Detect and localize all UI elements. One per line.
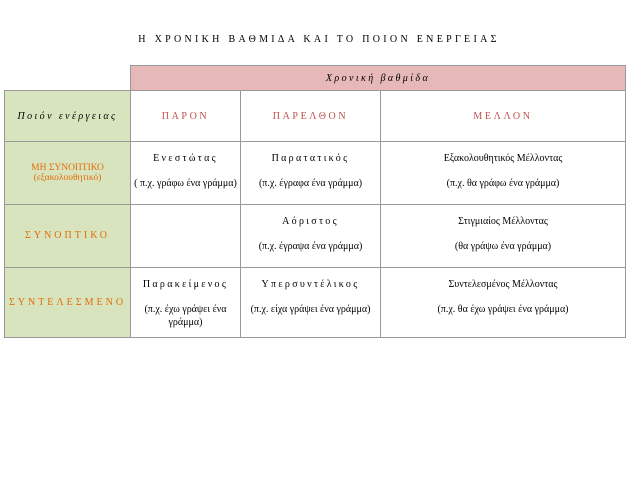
empty-corner [5, 66, 131, 91]
row-label-text: ΜΗ ΣΥΝΟΠΤΙΚΟ [31, 163, 104, 173]
tense-name: Στιγμιαίος Μέλλοντας [458, 216, 548, 227]
cell-future-perfect [381, 268, 626, 338]
cell-past-perfect [241, 268, 381, 338]
tense-aspect-table [4, 65, 626, 338]
aspect-header: Ποιόν ενέργειας [5, 91, 131, 142]
tense-name: Παρακείμενος [142, 279, 229, 290]
tense-name: Ενεστώτας [153, 153, 218, 164]
tense-example: (θα γράψω ένα γράμμα) [454, 241, 552, 252]
row-label-imperfective [5, 142, 131, 205]
cell-past-imperfective [241, 142, 381, 205]
tense-name: Εξακολουθητικός Μέλλοντας [443, 153, 563, 164]
cell-present-imperfective [131, 142, 241, 205]
cell-future-imperfective [381, 142, 626, 205]
tense-example: (π.χ. έγραψα ένα γράμμα) [258, 241, 363, 252]
tense-example: ( π.χ. γράφω ένα γράμμα) [134, 178, 237, 189]
cell-present-perfective [131, 205, 241, 268]
column-header-future: ΜΕΛΛΟΝ [381, 91, 626, 142]
table-row [5, 142, 626, 205]
tense-example: (π.χ. έγραφα ένα γράμμα) [258, 178, 363, 189]
tense-example: (π.χ. θα γράφω ένα γράμμα) [446, 178, 560, 189]
table-row [5, 268, 626, 338]
row-sublabel-text: (εξακολουθητικό) [33, 173, 102, 183]
tense-name: Αόριστος [282, 216, 339, 227]
cell-past-perfective [241, 205, 381, 268]
tense-name: Υπερσυντέλικος [261, 279, 360, 290]
row-label-perfective: ΣΥΝΟΠΤΙΚΟ [5, 205, 131, 268]
time-level-header: Χρονική βαθμίδα [131, 66, 626, 91]
tense-example: (π.χ. θα έχω γράψει ένα γράμμα) [437, 304, 569, 315]
column-header-past: ΠΑΡΕΛΘΟΝ [241, 91, 381, 142]
table-row [5, 205, 626, 268]
tense-name: Συντελεσμένος Μέλλοντας [448, 279, 558, 290]
group-header-row [5, 66, 626, 91]
cell-present-perfect [131, 268, 241, 338]
tense-example: (π.χ. είχα γράψει ένα γράμμα) [250, 304, 371, 315]
row-label-perfect: ΣΥΝΤΕΛΕΣΜΕΝΟ [5, 268, 131, 338]
cell-future-perfective [381, 205, 626, 268]
column-header-row [5, 91, 626, 142]
tense-name: Παρατατικός [271, 153, 350, 164]
tense-example: (π.χ. έχω γράψει ένα γράμμα) [144, 304, 227, 328]
column-header-present: ΠΑΡΟΝ [131, 91, 241, 142]
page-title: Η ΧΡΟΝΙΚΗ ΒΑΘΜΙΔΑ ΚΑΙ ΤΟ ΠΟΙΟΝ ΕΝΕΡΓΕΙΑΣ [138, 34, 500, 45]
